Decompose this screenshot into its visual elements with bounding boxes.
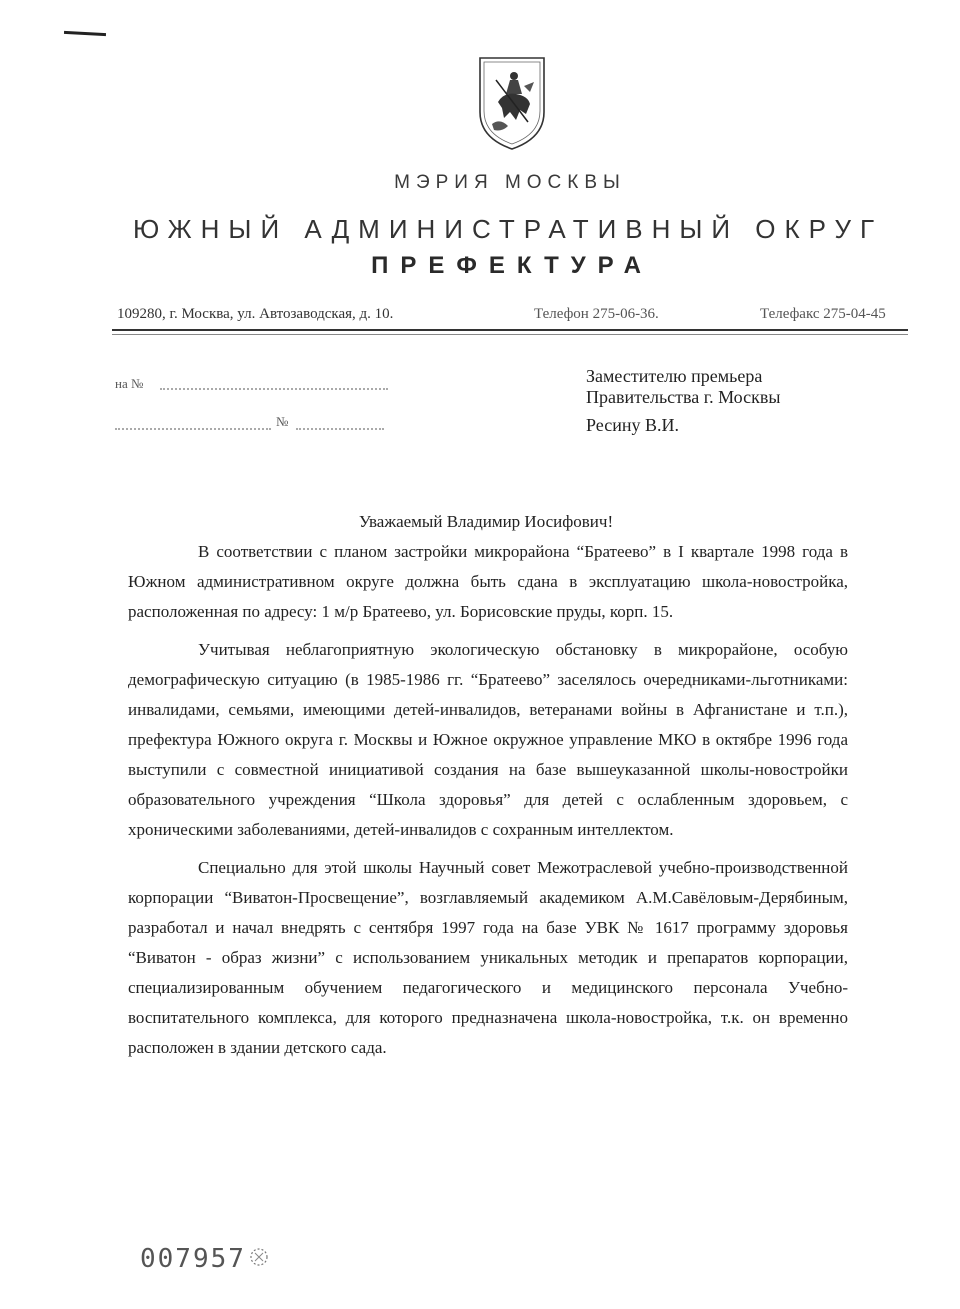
reference-no-blank <box>296 428 384 430</box>
phone-line: Телефон 275-06-36. <box>534 306 659 322</box>
letter-paragraph-1: В соответствии с планом застройки микрорайона “Братеево” в I квартале 1998 года в Южном административном округе должна быть сдана в эксплуатацию школа-новостройка, расположенная по адресу: 1 м/р Братеево, ул. Борисовские пруды, корп. 15. <box>128 542 848 621</box>
greeting: Уважаемый Владимир Иосифович! <box>358 512 614 531</box>
recipient-block <box>586 366 780 436</box>
address-line: 109280, г. Москва, ул. Автозаводская, д. 10. <box>117 306 394 322</box>
scan-artifact-mark <box>64 31 106 36</box>
reference-na-label: на № <box>115 376 144 391</box>
document-number-stamp: 007957 <box>140 1244 246 1274</box>
letter-body <box>128 537 848 1071</box>
reference-na-blank <box>160 388 388 390</box>
recipient-line-1: Заместителю премьера <box>586 366 763 386</box>
prefektura-title: ПРЕФЕКТУРА <box>371 252 653 279</box>
reference-no-label: № <box>276 414 289 429</box>
fax-line: Телефакс 275-04-45 <box>760 306 886 322</box>
okrug-title: ЮЖНЫЙ АДМИНИСТРАТИВНЫЙ ОКРУГ <box>132 214 884 244</box>
reference-date-blank <box>115 428 271 430</box>
mayor-office-title: МЭРИЯ МОСКВЫ <box>394 172 626 193</box>
letter-paragraph-3: Специально для этой школы Научный совет Межотраслевой учебно-производственной корпорации “Виватон-Просвещение”, возглавляемый академиком А.М.Савёловым-Дерябиным, разработал и начал внедрять с сентября 1997 года на базе УВК № 1617 программу здоровья “Виватон - образ жизни” с использованием уникальных методик и препаратов корпорации, специализированным обучением педагогического и медицинского персонала Учебно-воспитательного комплекса, для которого предназначена школа-новостройка, т.к. он временно расположен в здании детского сада. <box>128 858 848 1057</box>
recipient-line-2: Правительства г. Москвы <box>586 387 781 407</box>
letter-paragraph-2: Учитывая неблагоприятную экологическую обстановку в микрорайоне, особую демографическую ситуацию (в 1985-1986 гг. “Братеево” заселялось очередниками-льготниками: инвалидами, семьями, имеющими детей-инвалидов, ветеранами войны в Афганистане и т.п.), префектура Южного округа г. Москвы и Южное окружное управление МКО в октябре 1996 года выступили с совместной инициативой создания на базе вышеуказанной школы-новостройки образовательного учреждения “Школа здоровья” для детей с ослабленным здоровьем, с хроническими заболеваниями, детей-инвалидов с сохранным интеллектом. <box>128 640 848 839</box>
moscow-coat-of-arms-icon <box>474 52 550 152</box>
letterhead-divider-secondary <box>112 334 908 335</box>
recipient-line-3: Ресину В.И. <box>586 415 679 435</box>
registration-seal-icon <box>248 1244 270 1270</box>
letterhead-divider <box>112 329 908 331</box>
